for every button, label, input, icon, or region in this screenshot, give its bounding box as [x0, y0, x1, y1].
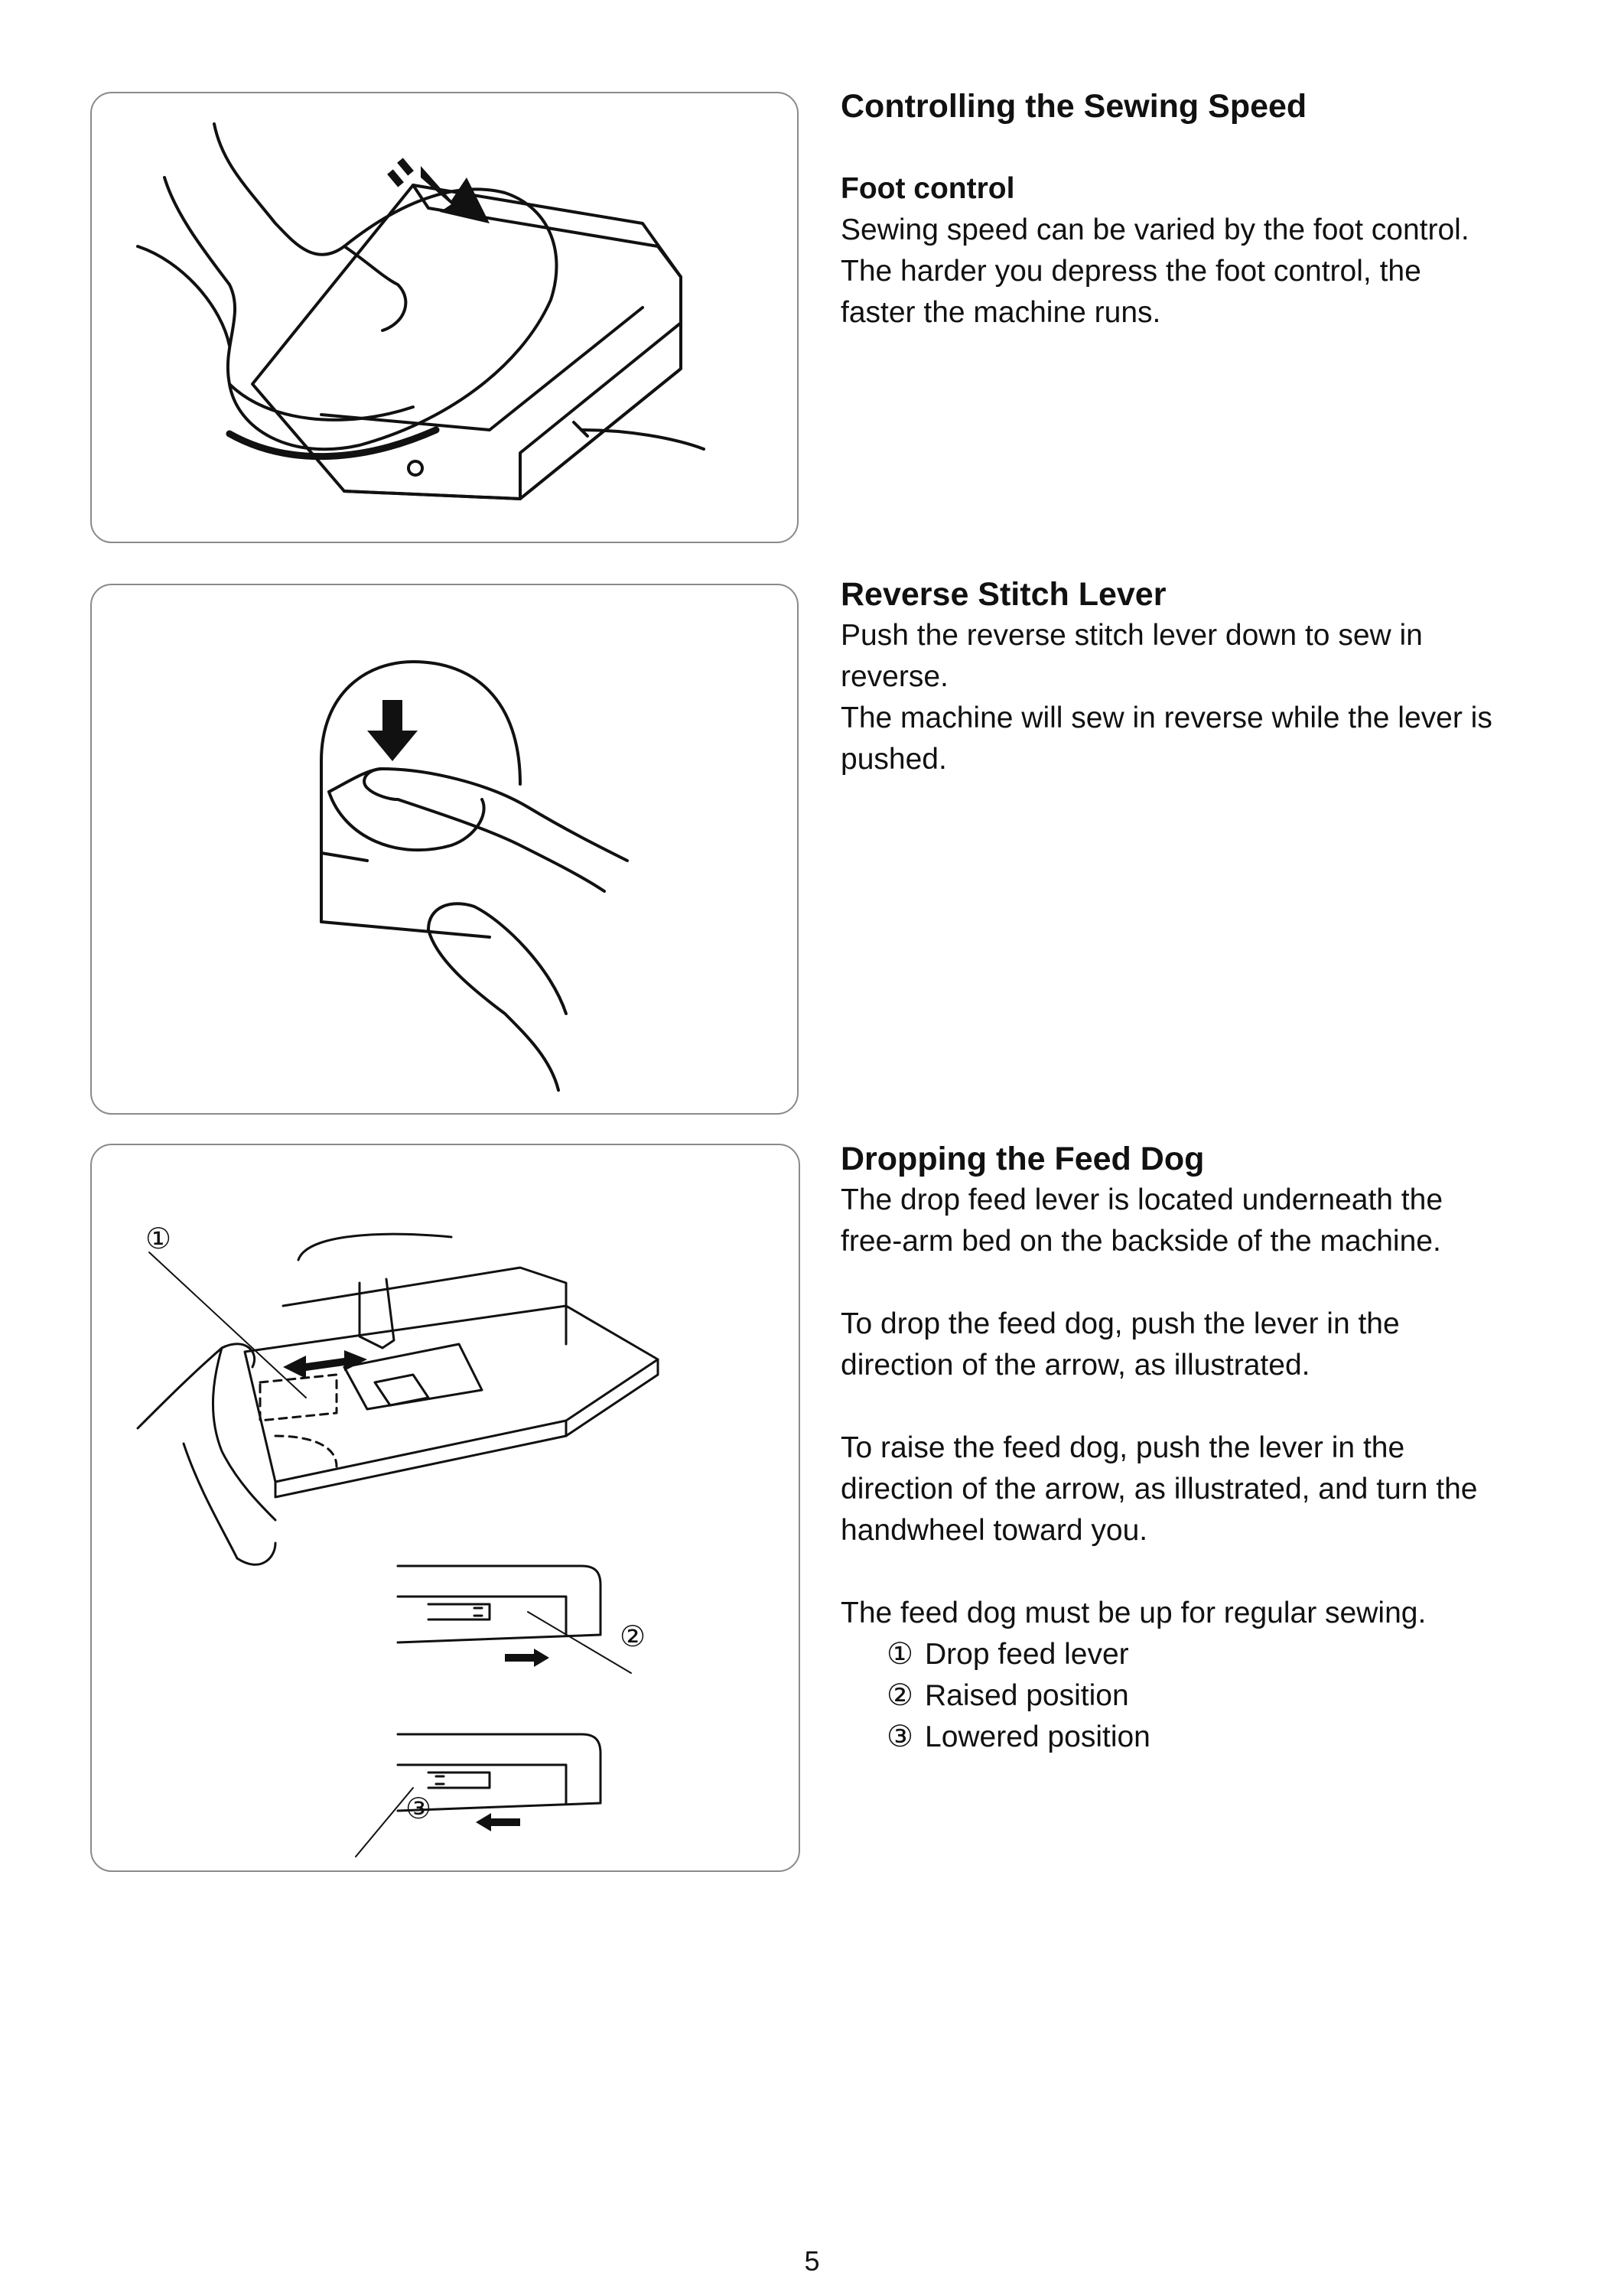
feed-dog-para-3: To raise the feed dog, push the lever in the direction of the arrow, as illustrated, and turn the handwheel toward you. [841, 1431, 1478, 1547]
feed-dog-section [841, 1138, 1560, 1758]
list-item-label: Drop feed lever [925, 1638, 1129, 1671]
feed-dog-illustration-panel [90, 1144, 800, 1872]
list-item [887, 1717, 1560, 1758]
reverse-lever-illustration-panel [90, 584, 799, 1115]
reverse-lever-title: Reverse Stitch Lever [841, 576, 1167, 613]
reverse-lever-illustration [92, 585, 797, 1113]
feed-dog-title: Dropping the Feed Dog [841, 1141, 1205, 1177]
foot-control-illustration [92, 93, 797, 542]
list-item-label: Lowered position [925, 1720, 1150, 1753]
list-item-label: Raised position [925, 1679, 1129, 1712]
sewing-speed-title: Controlling the Sewing Speed [841, 88, 1307, 125]
list-item [887, 1634, 1560, 1675]
callout-2: ② [620, 1621, 646, 1653]
list-item-number: ① [887, 1638, 913, 1671]
list-item [887, 1675, 1560, 1717]
feed-dog-illustration [92, 1145, 799, 1870]
foot-control-subtitle: Foot control [841, 172, 1015, 205]
foot-control-illustration-panel [90, 92, 799, 543]
callout-1: ① [145, 1223, 172, 1255]
sewing-speed-section [841, 86, 1560, 334]
list-item-number: ③ [887, 1720, 913, 1753]
reverse-lever-section [841, 574, 1560, 780]
reverse-lever-body: Push the reverse stitch lever down to sew in reverse. The machine will sew in reverse while the lever is pushed. [841, 619, 1492, 776]
feed-dog-para-2: To drop the feed dog, push the lever in the direction of the arrow, as illustrated. [841, 1307, 1400, 1382]
feed-dog-para-1: The drop feed lever is located underneath the free-arm bed on the backside of the machine. [841, 1183, 1443, 1258]
page-number: 5 [804, 2245, 820, 2277]
callout-3: ③ [405, 1793, 432, 1825]
sewing-speed-body: Sewing speed can be varied by the foot control. The harder you depress the foot control, the faster the machine runs. [841, 213, 1469, 329]
feed-dog-para-4: The feed dog must be up for regular sewing. [841, 1597, 1427, 1629]
list-item-number: ② [887, 1679, 913, 1712]
feed-dog-parts-list [841, 1634, 1560, 1758]
